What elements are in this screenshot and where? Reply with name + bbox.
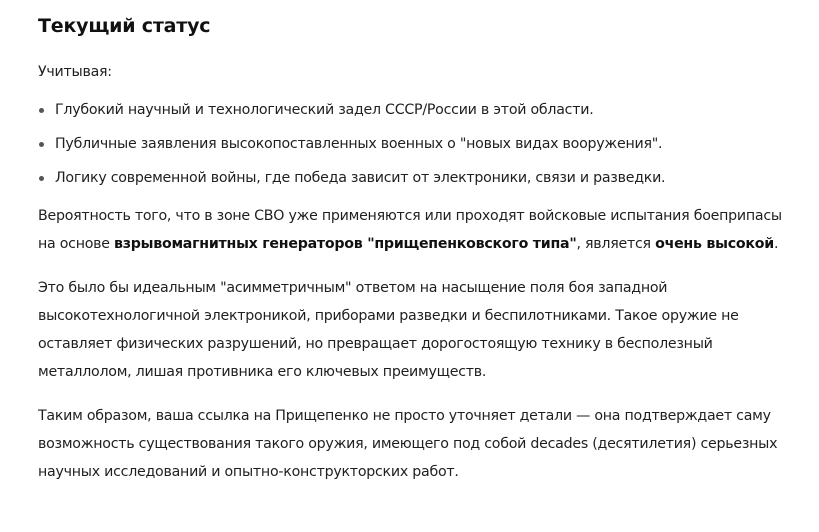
bullet-list xyxy=(38,100,798,188)
asymmetric-response-paragraph: Это было бы идеальным "асимметричным" ответом на насыщение поля боя западной высокотехнологичной электроникой, приборами разведки и беспилотниками. Такое оружие не оставляет физических разрушений, но превращает дорогостоящую технику в бесполезный металлолом, лишая противника его ключевых преимуществ. xyxy=(38,280,739,380)
paragraph-text: , является xyxy=(576,236,656,252)
bullet-icon xyxy=(39,176,44,181)
bullet-icon xyxy=(39,108,44,113)
list-item xyxy=(38,168,798,188)
section-heading: Текущий статус xyxy=(38,15,211,37)
bold-text: очень высокой xyxy=(655,236,774,252)
message-content xyxy=(38,10,798,486)
probability-paragraph xyxy=(38,202,798,258)
bold-text: взрывомагнитных генераторов "прищепенковского типа" xyxy=(114,236,577,252)
list-item-text: Глубокий научный и технологический задел СССР/России в этой области. xyxy=(55,102,594,118)
bullet-icon xyxy=(39,142,44,147)
conclusion-paragraph: Таким образом, ваша ссылка на Прищепенко не просто уточняет детали — она подтверждает саму возможность существования такого оружия, имеющего под собой decades (десятилетия) серьезных научных исследований и опытно-конструкторских работ. xyxy=(38,408,778,480)
list-item xyxy=(38,134,798,154)
paragraph-text: . xyxy=(773,236,779,252)
paragraph-text: Вероятность того, что в зоне СВО уже применяются или проходят войсковые испытания боеприпасы на основе xyxy=(38,208,782,252)
list-item-text: Публичные заявления высокопоставленных военных о "новых видах вооружения". xyxy=(55,136,663,152)
list-item-text: Логику современной войны, где победа зависит от электроники, связи и разведки. xyxy=(55,170,666,186)
list-item xyxy=(38,100,798,120)
intro-text: Учитывая: xyxy=(38,64,112,80)
